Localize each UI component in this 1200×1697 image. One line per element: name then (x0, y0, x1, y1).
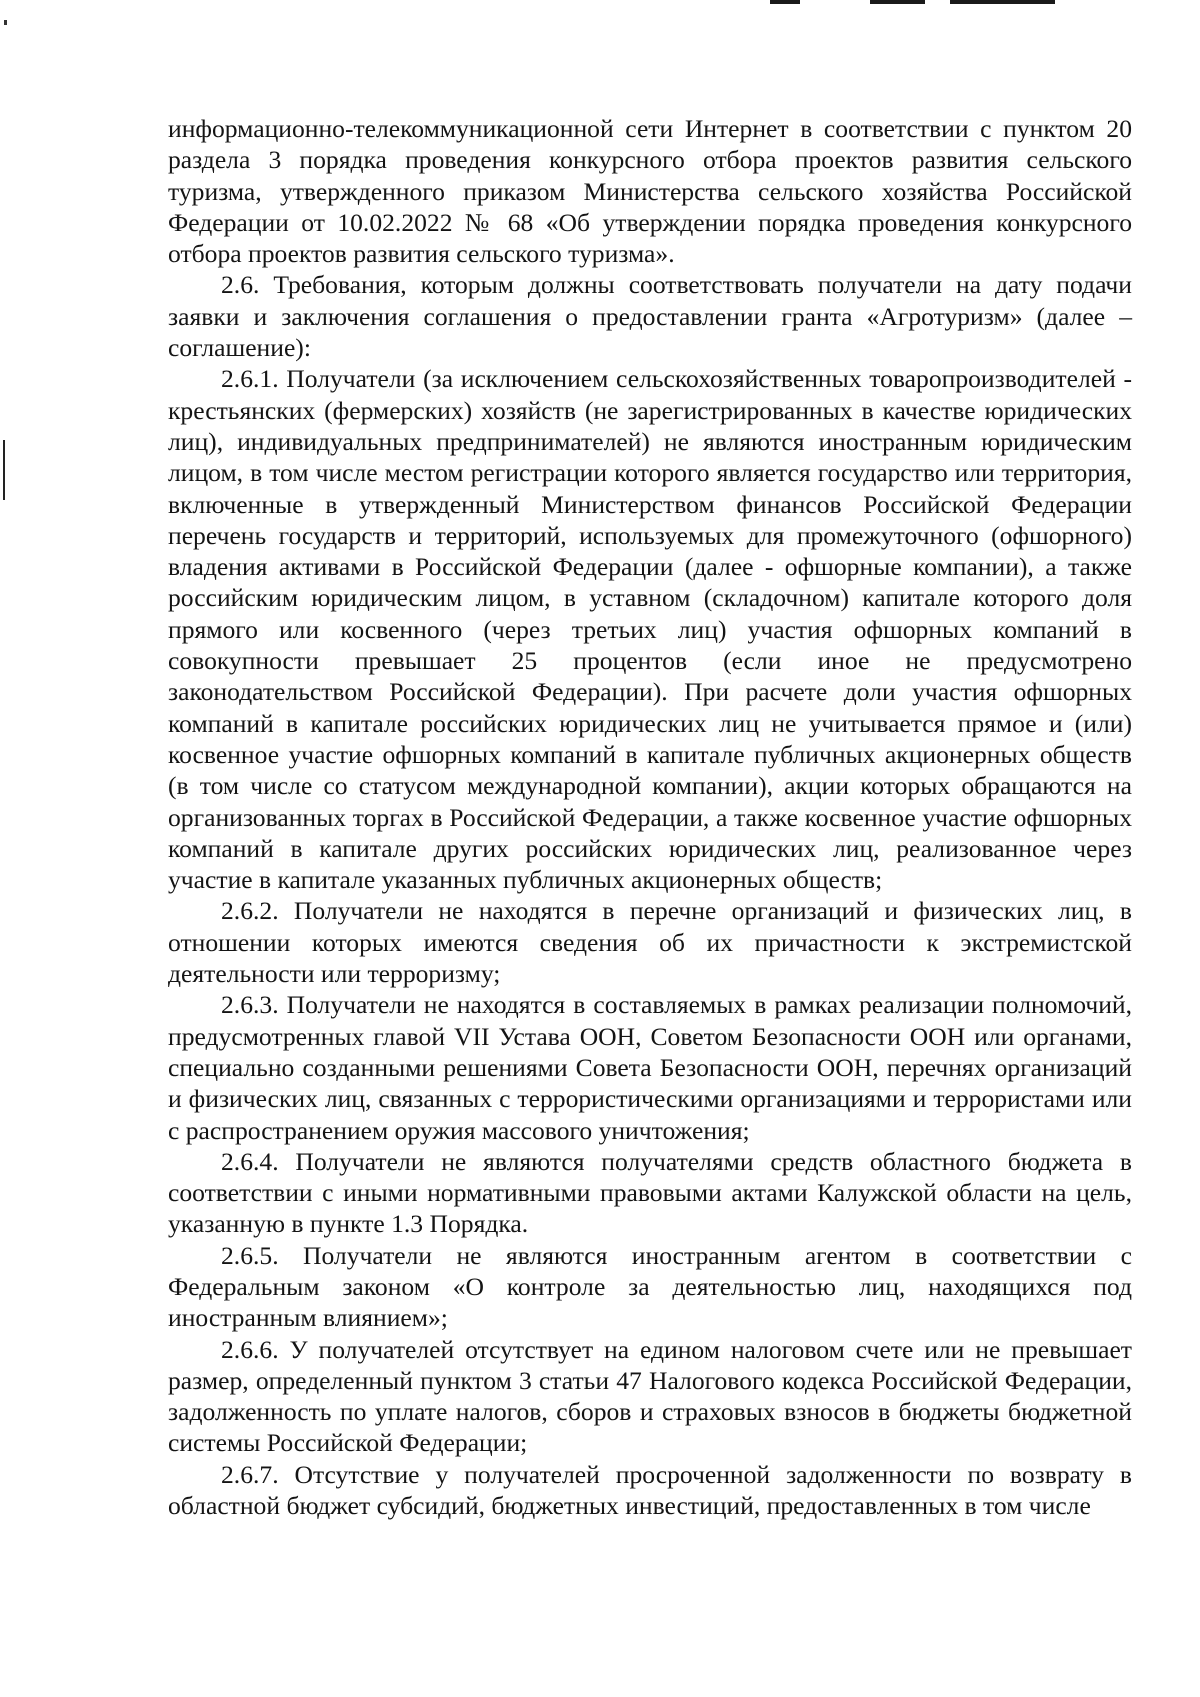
paragraph-2-6: 2.6. Требования, которым должны соответствовать получатели на дату подачи заявки и заключения соглашения о предоставлении гранта «Агротуризм» (далее – соглашение): (168, 270, 1132, 363)
paragraph-2-6-1: 2.6.1. Получатели (за исключением сельскохозяйственных товаропроизводителей - крестьянских (фермерских) хозяйств (не зарегистрированных в качестве юридических лиц), индивидуальных предпринимателей) не являются иностранным юридическим лицом, в том числе местом регистрации которого является государство или территория, включенные в утвержденный Министерством финансов Российской Федерации перечень государств и территорий, используемых для промежуточного (офшорного) владения активами в Российской Федерации (далее - офшорные компании), а также российским юридическим лицом, в уставном (складочном) капитале которого доля прямого или косвенного (через третьих лиц) участия офшорных компаний в совокупности превышает 25 процентов (если иное не предусмотрено законодательством Российской Федерации). При расчете доли участия офшорных компаний в капитале российских юридических лиц не учитывается прямое и (или) косвенное участие офшорных компаний в капитале публичных акционерных обществ (в том числе со статусом международной компании), акции которых обращаются на организованных торгах в Российской Федерации, а также косвенное участие офшорных компаний в капитале других российских юридических лиц, реализованное через участие в капитале указанных публичных акционерных обществ; (168, 364, 1132, 895)
paragraph-2-6-3: 2.6.3. Получатели не находятся в составляемых в рамках реализации полномочий, предусмотренных главой VII Устава ООН, Советом Безопасности ООН или органами, специально созданными решениями Совета Безопасности ООН, перечнях организаций и физических лиц, связанных с террористическими организациями и террористами или с распространением оружия массового уничтожения; (168, 990, 1132, 1145)
scan-artifact-top (950, 0, 1055, 4)
paragraph-2-6-4: 2.6.4. Получатели не являются получателями средств областного бюджета в соответствии с иными нормативными правовыми актами Калужской области на цель, указанную в пункте 1.3 Порядка. (168, 1146, 1132, 1239)
scan-artifact-top (770, 0, 800, 4)
scan-artifact-dot (4, 20, 7, 25)
scan-artifact-top (870, 0, 925, 4)
margin-revision-bar (3, 440, 5, 500)
document-body (168, 113, 1132, 1521)
paragraph-2-6-6: 2.6.6. У получателей отсутствует на едином налоговом счете или не превышает размер, определенный пунктом 3 статьи 47 Налогового кодекса Российской Федерации, задолженность по уплате налогов, сборов и страховых взносов в бюджеты бюджетной системы Российской Федерации; (168, 1334, 1132, 1458)
paragraph-2-6-5: 2.6.5. Получатели не являются иностранным агентом в соответствии с Федеральным законом «О контроле за деятельностью лиц, находящихся под иностранным влиянием»; (168, 1240, 1132, 1333)
paragraph: информационно-телекоммуникационной сети Интернет в соответствии с пунктом 20 раздела 3 порядка проведения конкурсного отбора проектов развития сельского туризма, утвержденного приказом Министерства сельского хозяйства Российской Федерации от 10.02.2022 № 68 «Об утверждении порядка проведения конкурсного отбора проектов развития сельского туризма». (168, 114, 1132, 269)
paragraph-2-6-2: 2.6.2. Получатели не находятся в перечне организаций и физических лиц, в отношении которых имеются сведения об их причастности к экстремистской деятельности или терроризму; (168, 896, 1132, 989)
paragraph-2-6-7: 2.6.7. Отсутствие у получателей просроченной задолженности по возврату в областной бюджет субсидий, бюджетных инвестиций, предоставленных в том числе (168, 1459, 1132, 1521)
